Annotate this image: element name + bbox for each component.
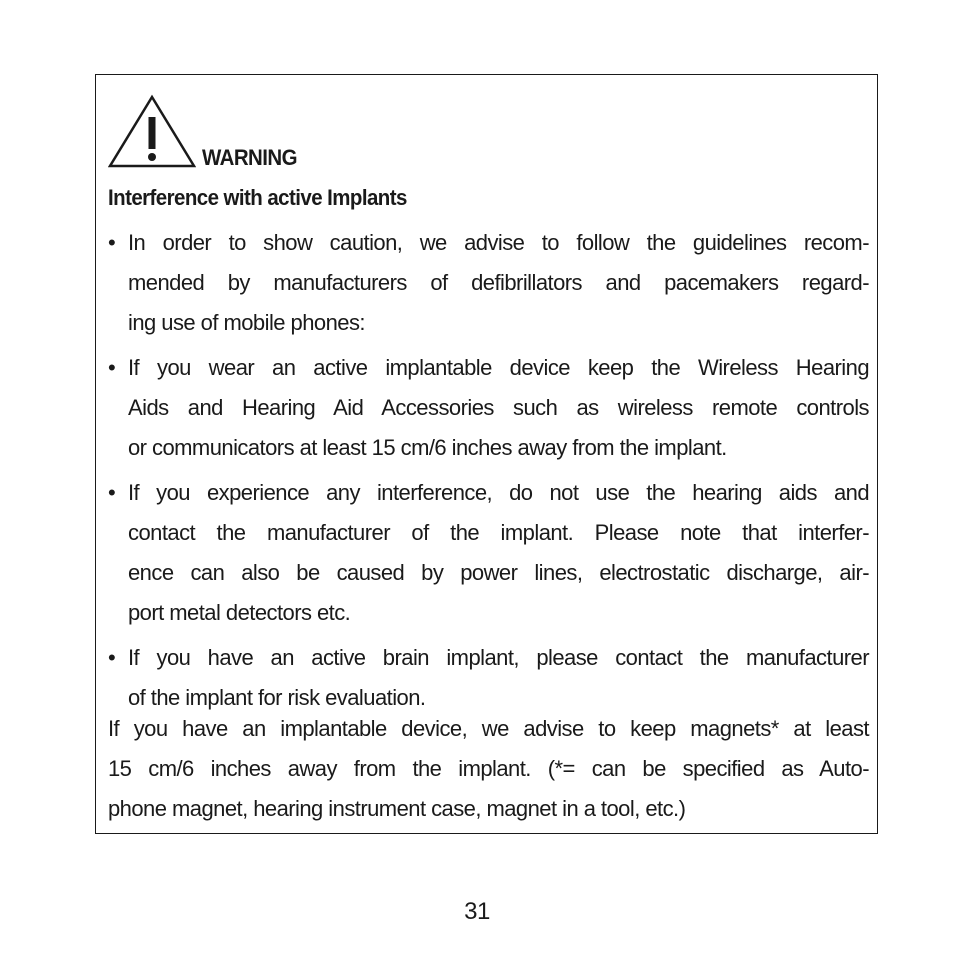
text-line: If you have an implantable device, we advise to keep magnets* at least bbox=[108, 716, 869, 741]
bullet-dot: • bbox=[108, 480, 116, 505]
text-line: In order to show caution, we advise to follow the guidelines recom- bbox=[128, 230, 869, 255]
list-item bbox=[108, 348, 869, 468]
text-line: mended by manufacturers of defibrillators and pacemakers regard- bbox=[128, 270, 869, 295]
text-line: If you have an active brain implant, please contact the manufacturer bbox=[128, 645, 869, 670]
warning-box bbox=[95, 74, 878, 834]
text-line: port metal detectors etc. bbox=[128, 600, 351, 625]
bullet-dot: • bbox=[108, 645, 116, 670]
text-line: If you experience any interference, do not use the hearing aids and bbox=[128, 480, 869, 505]
text-line: 15 cm/6 inches away from the implant. (*= can be specified as Auto- bbox=[108, 756, 869, 781]
bullet-list bbox=[108, 223, 869, 723]
bullet-dot: • bbox=[108, 230, 116, 255]
warning-label: WARNING bbox=[202, 145, 297, 170]
text-line: ing use of mobile phones: bbox=[128, 310, 365, 335]
text-line: If you wear an active implantable device keep the Wireless Hearing bbox=[128, 355, 869, 380]
warning-triangle-icon bbox=[108, 93, 196, 169]
bullet-dot: • bbox=[108, 355, 116, 380]
text-line: Aids and Hearing Aid Accessories such as wireless remote controls bbox=[128, 395, 869, 420]
text-line: ence can also be caused by power lines, electrostatic discharge, air- bbox=[128, 560, 869, 585]
list-item bbox=[108, 223, 869, 343]
section-title: Interference with active Implants bbox=[108, 185, 407, 210]
list-item bbox=[108, 473, 869, 633]
text-line: or communicators at least 15 cm/6 inches away from the implant. bbox=[128, 435, 727, 460]
page-number: 31 bbox=[464, 898, 490, 925]
list-item bbox=[108, 638, 869, 718]
footer-paragraph bbox=[108, 709, 869, 829]
text-line: of the implant for risk evaluation. bbox=[128, 685, 426, 710]
warning-header bbox=[108, 89, 304, 169]
text-line: phone magnet, hearing instrument case, magnet in a tool, etc.) bbox=[108, 796, 686, 821]
text-line: contact the manufacturer of the implant. Please note that interfer- bbox=[128, 520, 869, 545]
